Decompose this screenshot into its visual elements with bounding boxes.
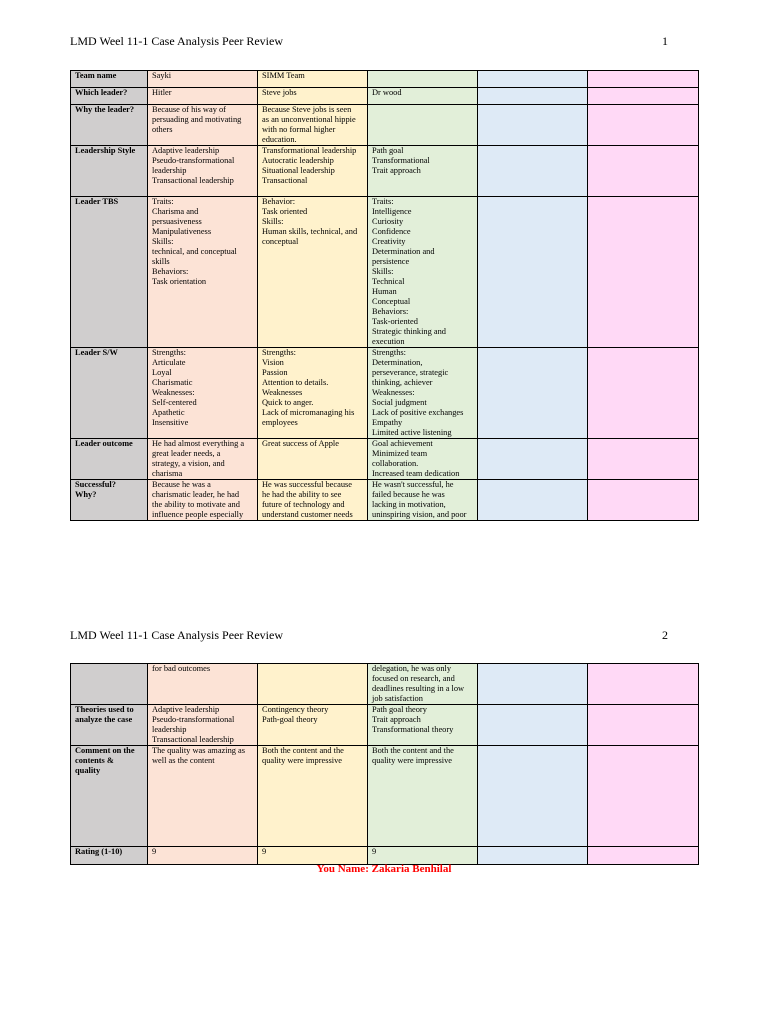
table-cell: 9	[148, 847, 258, 865]
table-cell: Strengths: Determination, perseverance, strategic thinking, achiever Weaknesses: Social judgment Lack of positive exchanges Empathy Limited active listening	[368, 348, 478, 439]
table-row	[71, 71, 699, 88]
row-label: Rating (1-10)	[71, 847, 148, 865]
table-cell	[478, 88, 588, 105]
table-cell: 9	[368, 847, 478, 865]
row-label: Leader outcome	[71, 439, 148, 480]
table-cell	[588, 105, 699, 146]
table-cell: Strengths: Vision Passion Attention to details. Weaknesses Quick to anger. Lack of micromanaging his employees	[258, 348, 368, 439]
table-cell: Both the content and the quality were impressive	[258, 746, 368, 847]
reviewer-name: You Name: Zakaria Benhilal	[316, 863, 452, 875]
table-cell	[478, 71, 588, 88]
table-row	[71, 146, 699, 197]
table-cell: Because of his way of persuading and motivating others	[148, 105, 258, 146]
row-label: Successful? Why?	[71, 480, 148, 521]
table-cell	[588, 746, 699, 847]
table-row	[71, 88, 699, 105]
row-label: Theories used to analyze the case	[71, 705, 148, 746]
page2-header	[70, 628, 668, 643]
table-row	[71, 348, 699, 439]
table-cell: Hitler	[148, 88, 258, 105]
table-cell	[368, 105, 478, 146]
table-cell: Contingency theory Path-goal theory	[258, 705, 368, 746]
table-cell	[588, 88, 699, 105]
row-label: Which leader?	[71, 88, 148, 105]
table-cell	[478, 197, 588, 348]
table-cell: Great success of Apple	[258, 439, 368, 480]
table-cell: Because he was a charismatic leader, he had the ability to motivate and influence people especially	[148, 480, 258, 521]
row-label: Leadership Style	[71, 146, 148, 197]
row-label: Team name	[71, 71, 148, 88]
table-row	[71, 197, 699, 348]
table-cell	[478, 105, 588, 146]
table-cell: He wasn't successful, he failed because he was lacking in motivation, uninspiring vision, and poor	[368, 480, 478, 521]
table-cell: Strengths: Articulate Loyal Charismatic Weaknesses: Self-centered Apathetic Insensitive	[148, 348, 258, 439]
table-cell	[478, 480, 588, 521]
table-cell: for bad outcomes	[148, 664, 258, 705]
table-cell	[588, 847, 699, 865]
table-cell	[478, 847, 588, 865]
table-cell: Traits: Charisma and persuasiveness Manipulativeness Skills: technical, and conceptual skills Behaviors: Task orientation	[148, 197, 258, 348]
table-cell	[368, 71, 478, 88]
table-cell	[588, 439, 699, 480]
page1-header	[70, 34, 668, 49]
page2-header-title: LMD Weel 11-1 Case Analysis Peer Review	[70, 628, 283, 642]
table-cell: He was successful because he had the ability to see future of technology and understand customer needs	[258, 480, 368, 521]
row-label: Leader S/W	[71, 348, 148, 439]
table-cell	[478, 746, 588, 847]
table-cell	[588, 705, 699, 746]
table-cell: Behavior: Task oriented Skills: Human skills, technical, and conceptual	[258, 197, 368, 348]
table-cell: The quality was amazing as well as the content	[148, 746, 258, 847]
table-cell: SIMM Team	[258, 71, 368, 88]
table-cell: Path goal theory Trait approach Transformational theory	[368, 705, 478, 746]
page1-header-title: LMD Weel 11-1 Case Analysis Peer Review	[70, 34, 283, 48]
table-cell	[588, 71, 699, 88]
table-cell	[588, 480, 699, 521]
table-cell	[588, 348, 699, 439]
table-row	[71, 664, 699, 705]
table-row	[71, 847, 699, 865]
table-cell	[588, 197, 699, 348]
table-cell: Traits: Intelligence Curiosity Confidence Creativity Determination and persistence Skills: Technical Human Conceptual Behaviors: Task-oriented Strategic thinking and execution	[368, 197, 478, 348]
peer-review-table-page2	[70, 663, 699, 865]
table-cell: delegation, he was only focused on research, and deadlines resulting in a low job satisfaction	[368, 664, 478, 705]
table-cell: 9	[258, 847, 368, 865]
table-cell: Sayki	[148, 71, 258, 88]
row-label: Why the leader?	[71, 105, 148, 146]
table-cell	[588, 146, 699, 197]
page2-page-number: 2	[662, 628, 668, 642]
table-cell	[588, 664, 699, 705]
row-label: Comment on the contents & quality	[71, 746, 148, 847]
table-cell: Adaptive leadership Pseudo-transformational leadership Transactional leadership	[148, 146, 258, 197]
table-cell	[478, 664, 588, 705]
table-row	[71, 746, 699, 847]
table-cell: He had almost everything a great leader needs, a strategy, a vision, and charisma	[148, 439, 258, 480]
table-cell: Transformational leadership Autocratic leadership Situational leadership Transactional	[258, 146, 368, 197]
row-label: Leader TBS	[71, 197, 148, 348]
table-cell	[258, 664, 368, 705]
table-row	[71, 105, 699, 146]
page1-page-number: 1	[662, 34, 668, 48]
table-cell: Path goal Transformational Trait approach	[368, 146, 478, 197]
table-cell: Both the content and the quality were impressive	[368, 746, 478, 847]
table-row	[71, 480, 699, 521]
table-row	[71, 439, 699, 480]
table-row	[71, 705, 699, 746]
table-cell: Adaptive leadership Pseudo-transformational leadership Transactional leadership	[148, 705, 258, 746]
table-cell	[478, 348, 588, 439]
table-cell: Goal achievement Minimized team collaboration. Increased team dedication	[368, 439, 478, 480]
row-label	[71, 664, 148, 705]
table-cell	[478, 705, 588, 746]
table-cell: Steve jobs	[258, 88, 368, 105]
peer-review-table-page1	[70, 70, 699, 521]
table-cell	[478, 439, 588, 480]
table-cell: Dr wood	[368, 88, 478, 105]
table-cell: Because Steve jobs is seen as an unconventional hippie with no formal higher education.	[258, 105, 368, 146]
table-cell	[478, 146, 588, 197]
